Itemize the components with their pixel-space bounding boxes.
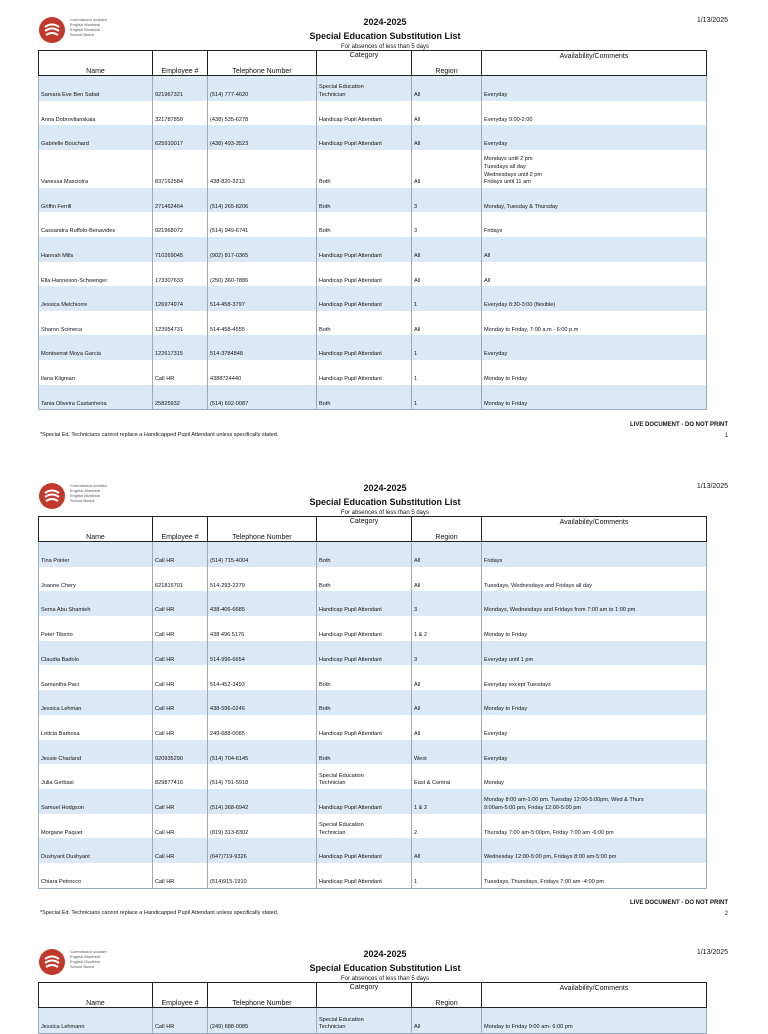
cell-employee-number: Call HR <box>153 863 208 888</box>
table-row <box>39 814 707 839</box>
column-header-category: Category <box>317 517 412 542</box>
substitution-table <box>38 516 707 889</box>
cell-employee-number: 710269045 <box>153 237 208 262</box>
cell-telephone: (249) 688-0085 <box>208 1008 317 1034</box>
table-row <box>39 567 707 592</box>
cell-employee-number: 173307633 <box>153 262 208 287</box>
cell-employee-number: 921968072 <box>153 212 208 237</box>
cell-telephone: 4388724440 <box>208 360 317 385</box>
cell-employee-number: Call HR <box>153 360 208 385</box>
cell-region: All <box>412 125 482 150</box>
cell-name: Griffin Ferrill <box>39 188 153 213</box>
live-document-notice: LIVE DOCUMENT - DO NOT PRINT <box>630 422 728 429</box>
cell-region: 1 & 2 <box>412 789 482 814</box>
cell-telephone: 514-452-3493 <box>208 665 317 690</box>
table-row <box>39 740 707 765</box>
cell-name: Samuel Hodgson <box>39 789 153 814</box>
cell-telephone: 514-458-4555 <box>208 311 317 336</box>
cell-category: Both <box>317 188 412 213</box>
page-number: 2 <box>724 910 728 917</box>
table-row <box>39 838 707 863</box>
cell-name: Chiara Petrocco <box>39 863 153 888</box>
cell-name: Dushyant Dushyant <box>39 838 153 863</box>
report-title: Special Education Substitution List <box>309 31 461 41</box>
cell-category: Handicap Pupil Attendant <box>317 101 412 126</box>
cell-region: East & Central <box>412 764 482 789</box>
column-header-availability: Availability/Comments <box>482 517 707 542</box>
footnote: *Special Ed. Technicians cannot replace a Handicapped Pupil Attendant unless specifically stated. <box>40 432 279 439</box>
column-header-region: Region <box>412 517 482 542</box>
column-header-phone: Telephone Number <box>208 51 317 76</box>
cell-category: Handicap Pupil Attendant <box>317 125 412 150</box>
logo-text: Commission scolaire English-Montréal English Montreal School Board <box>70 17 107 37</box>
table-row <box>39 237 707 262</box>
table-row <box>39 360 707 385</box>
table-row <box>39 863 707 888</box>
cell-category: Handicap Pupil Attendant <box>317 838 412 863</box>
table-row <box>39 311 707 336</box>
cell-telephone: 438-406-6685 <box>208 591 317 616</box>
cell-name: Ella Hanneson-Schwenger <box>39 262 153 287</box>
cell-availability: Mondays, Wednesdays and Fridays from 7:00 am to 1:00 pm <box>482 591 707 616</box>
cell-availability: All <box>482 262 707 287</box>
cell-availability: Fridays <box>482 542 707 567</box>
cell-availability: Monday <box>482 764 707 789</box>
cell-name: Tania Oliveira Castanheira <box>39 385 153 410</box>
table-row <box>39 262 707 287</box>
cell-name: Samantha Paci <box>39 665 153 690</box>
cell-category: Handicap Pupil Attendant <box>317 715 412 740</box>
cell-telephone: (647)719-9326 <box>208 838 317 863</box>
cell-availability: Monday 8:00 am-1:00 pm. Tuesday 12:00-5:00pm, Wed & Thurs 9:00am-5:00 pm, Friday 12:00-5:00 pm <box>482 789 707 814</box>
cell-telephone: 438-820-3212 <box>208 150 317 188</box>
report-title: Special Education Substitution List <box>309 497 461 507</box>
cell-region: 1 <box>412 335 482 360</box>
cell-availability: Everyday <box>482 125 707 150</box>
column-header-region: Region <box>412 51 482 76</box>
cell-category: Special Education Technician <box>317 764 412 789</box>
cell-category: Handicap Pupil Attendant <box>317 360 412 385</box>
cell-employee-number: 921967321 <box>153 76 208 101</box>
report-date: 1/13/2025 <box>696 949 728 956</box>
cell-employee-number: Call HR <box>153 690 208 715</box>
column-header-category: Category <box>317 51 412 76</box>
cell-region: 3 <box>412 641 482 666</box>
cell-category: Handicap Pupil Attendant <box>317 641 412 666</box>
report-subtitle: For absences of less than 5 days <box>340 510 430 516</box>
cell-availability: Everyday except Tuesdays <box>482 665 707 690</box>
report-date: 1/13/2025 <box>696 17 728 24</box>
cell-category: Both <box>317 212 412 237</box>
table-row <box>39 335 707 360</box>
cell-name: Gabrielle Bouchard <box>39 125 153 150</box>
cell-employee-number: Call HR <box>153 641 208 666</box>
table-row <box>39 591 707 616</box>
cell-category: Handicap Pupil Attendant <box>317 335 412 360</box>
cell-availability: Monday to Friday, 7:00 a.m - 6:00 p.m <box>482 311 707 336</box>
cell-employee-number: 271462464 <box>153 188 208 213</box>
cell-telephone: (514)915-1910 <box>208 863 317 888</box>
cell-availability: Thursday 7:00 am-5:00pm, Friday 7:00 am -6:00 pm <box>482 814 707 839</box>
cell-region: All <box>412 101 482 126</box>
cell-employee-number: 122617315 <box>153 335 208 360</box>
cell-telephone: 514-3784848 <box>208 335 317 360</box>
column-header-phone: Telephone Number <box>208 517 317 542</box>
cell-region: All <box>412 690 482 715</box>
cell-category: Special Education Technician <box>317 814 412 839</box>
cell-region: All <box>412 715 482 740</box>
cell-employee-number: Call HR <box>153 789 208 814</box>
report-title: Special Education Substitution List <box>309 963 461 973</box>
column-header-name: Name <box>39 517 153 542</box>
cell-name: Montserrat Moya Garcia <box>39 335 153 360</box>
column-header-name: Name <box>39 983 153 1008</box>
cell-name: Vanessa Masciotra <box>39 150 153 188</box>
table-row <box>39 764 707 789</box>
cell-category: Handicap Pupil Attendant <box>317 237 412 262</box>
cell-region: All <box>412 262 482 287</box>
cell-availability: Everyday 9:00-2:00 <box>482 101 707 126</box>
table-row <box>39 125 707 150</box>
cell-category: Handicap Pupil Attendant <box>317 262 412 287</box>
cell-region: All <box>412 76 482 101</box>
cell-employee-number: Call HR <box>153 542 208 567</box>
cell-employee-number: 126974974 <box>153 286 208 311</box>
cell-telephone: (438) 535-6278 <box>208 101 317 126</box>
cell-employee-number: Call HR <box>153 838 208 863</box>
logo-text: Commission scolaire English-Montréal English Montreal School Board <box>70 483 107 503</box>
cell-telephone: 514-458-3797 <box>208 286 317 311</box>
cell-name: Cassandra Ruffolo-Benavides <box>39 212 153 237</box>
cell-name: Jessie Charland <box>39 740 153 765</box>
cell-region: All <box>412 311 482 336</box>
cell-telephone: 438-596-0246 <box>208 690 317 715</box>
cell-telephone: (438) 493-3523 <box>208 125 317 150</box>
report-year: 2024-2025 <box>363 483 407 493</box>
cell-name: Ilana Kligman <box>39 360 153 385</box>
cell-region: All <box>412 150 482 188</box>
cell-availability: Monday to Friday <box>482 690 707 715</box>
cell-name: Tina Poirier <box>39 542 153 567</box>
table-row <box>39 1008 707 1034</box>
cell-category: Handicap Pupil Attendant <box>317 789 412 814</box>
cell-name: Peter Tiberio <box>39 616 153 641</box>
column-header-availability: Availability/Comments <box>482 51 707 76</box>
cell-region: 1 & 2 <box>412 616 482 641</box>
column-header-name: Name <box>39 51 153 76</box>
cell-name: Anna Dobrovlianskaia <box>39 101 153 126</box>
cell-name: Julia Gerbasi <box>39 764 153 789</box>
cell-region: All <box>412 1008 482 1034</box>
cell-telephone: (250) 360-7886 <box>208 262 317 287</box>
cell-availability: Monday, Tuesday & Thursday <box>482 188 707 213</box>
table-row <box>39 665 707 690</box>
cell-region: 3 <box>412 212 482 237</box>
cell-employee-number: 123954731 <box>153 311 208 336</box>
cell-region: West <box>412 740 482 765</box>
live-document-notice: LIVE DOCUMENT - DO NOT PRINT <box>630 899 728 906</box>
cell-employee-number: Call HR <box>153 715 208 740</box>
cell-telephone: (514) 715-4004 <box>208 542 317 567</box>
cell-availability: Everyday <box>482 335 707 360</box>
column-header-availability: Availability/Comments <box>482 983 707 1008</box>
cell-telephone: (902) 817-0365 <box>208 237 317 262</box>
cell-region: All <box>412 665 482 690</box>
table-header-row <box>39 517 707 542</box>
cell-category: Handicap Pupil Attendant <box>317 286 412 311</box>
cell-employee-number: 321787850 <box>153 101 208 126</box>
cell-region: 1 <box>412 286 482 311</box>
cell-availability: Everyday 8:30-3:00 (flexible) <box>482 286 707 311</box>
cell-category: Handicap Pupil Attendant <box>317 591 412 616</box>
cell-name: Sema Abu Shamieh <box>39 591 153 616</box>
report-date: 1/13/2025 <box>696 483 728 490</box>
cell-employee-number: Call HR <box>153 616 208 641</box>
cell-name: Samara Eve Ben Sabat <box>39 76 153 101</box>
cell-name: Hannah Mills <box>39 237 153 262</box>
cell-region: 1 <box>412 385 482 410</box>
cell-availability: Tuesdays, Thursdays, Fridays 7:00 am -4:00 pm <box>482 863 707 888</box>
cell-name: Jessica Lehman <box>39 690 153 715</box>
cell-availability: Monday to Friday <box>482 385 707 410</box>
column-header-category: Category <box>317 983 412 1008</box>
cell-telephone: (514) 265-8206 <box>208 188 317 213</box>
cell-category: Both <box>317 542 412 567</box>
cell-category: Special Education Technician <box>317 1008 412 1034</box>
table-row <box>39 76 707 101</box>
cell-employee-number: 621815701 <box>153 567 208 592</box>
cell-availability: Everyday <box>482 715 707 740</box>
cell-category: Both <box>317 740 412 765</box>
cell-availability: Monday to Friday 9:00 am- 6:00 pm <box>482 1008 707 1034</box>
cell-telephone: (514) 692-0087 <box>208 385 317 410</box>
cell-telephone: 514-996-6654 <box>208 641 317 666</box>
cell-name: Leticia Barbosa <box>39 715 153 740</box>
cell-category: Both <box>317 150 412 188</box>
cell-name: Sharon Scimeca <box>39 311 153 336</box>
cell-employee-number: 920935290 <box>153 740 208 765</box>
footnote: *Special Ed. Technicians cannot replace a Handicapped Pupil Attendant unless specifically stated. <box>40 909 279 916</box>
cell-availability: Everyday until 1 pm <box>482 641 707 666</box>
table-header-row <box>39 983 707 1008</box>
report-year: 2024-2025 <box>363 17 407 27</box>
cell-category: Handicap Pupil Attendant <box>317 616 412 641</box>
cell-category: Special Education Technician <box>317 76 412 101</box>
logo-text: Commission scolaire English-Montréal English Montreal School Board <box>70 949 107 969</box>
table-row <box>39 690 707 715</box>
cell-availability: All <box>482 237 707 262</box>
cell-employee-number: 837162584 <box>153 150 208 188</box>
column-header-employee: Employee # <box>153 983 208 1008</box>
cell-name: Morgane Paquet <box>39 814 153 839</box>
cell-availability: Mondays until 2 pm Tuesdays all day Wednesdays until 2 pm Fridays until 11 am <box>482 150 707 188</box>
cell-telephone: 514-293-2279 <box>208 567 317 592</box>
substitution-table <box>38 50 707 410</box>
cell-telephone: (514) 704-6145 <box>208 740 317 765</box>
table-row <box>39 715 707 740</box>
cell-availability: Monday to Friday <box>482 616 707 641</box>
cell-region: All <box>412 838 482 863</box>
cell-category: Both <box>317 311 412 336</box>
cell-availability: Everyday <box>482 76 707 101</box>
cell-region: 1 <box>412 863 482 888</box>
cell-telephone: (514) 949-6741 <box>208 212 317 237</box>
cell-name: Jessica Melchiorre <box>39 286 153 311</box>
table-header-row <box>39 51 707 76</box>
column-header-employee: Employee # <box>153 51 208 76</box>
table-row <box>39 542 707 567</box>
cell-region: All <box>412 237 482 262</box>
cell-category: Both <box>317 690 412 715</box>
cell-telephone: 249-688-0085 <box>208 715 317 740</box>
column-header-region: Region <box>412 983 482 1008</box>
column-header-phone: Telephone Number <box>208 983 317 1008</box>
cell-region: 3 <box>412 591 482 616</box>
cell-region: All <box>412 542 482 567</box>
cell-category: Handicap Pupil Attendant <box>317 863 412 888</box>
cell-name: Jessica Lehmann <box>39 1008 153 1034</box>
cell-availability: Monday to Friday <box>482 360 707 385</box>
cell-employee-number: 25825932 <box>153 385 208 410</box>
table-row <box>39 385 707 410</box>
table-row <box>39 616 707 641</box>
cell-region: 3 <box>412 188 482 213</box>
report-subtitle: For absences of less than 5 days <box>340 44 430 50</box>
cell-availability: Tuesdays, Wednesdays and Fridays all day <box>482 567 707 592</box>
table-row <box>39 101 707 126</box>
cell-employee-number: Call HR <box>153 591 208 616</box>
column-header-employee: Employee # <box>153 517 208 542</box>
cell-availability: Everyday <box>482 740 707 765</box>
cell-category: Both <box>317 567 412 592</box>
table-row <box>39 188 707 213</box>
report-subtitle: For absences of less than 5 days <box>340 976 430 982</box>
cell-employee-number: Call HR <box>153 814 208 839</box>
cell-telephone: 438 496 5176 <box>208 616 317 641</box>
cell-telephone: (514) 777-4620 <box>208 76 317 101</box>
cell-telephone: (514) 791-5918 <box>208 764 317 789</box>
cell-availability: Fridays <box>482 212 707 237</box>
cell-name: Claudia Badolo <box>39 641 153 666</box>
cell-region: 1 <box>412 360 482 385</box>
report-year: 2024-2025 <box>363 949 407 959</box>
table-row <box>39 641 707 666</box>
table-row <box>39 286 707 311</box>
cell-employee-number: 829877416 <box>153 764 208 789</box>
substitution-table <box>38 982 707 1034</box>
cell-region: All <box>412 567 482 592</box>
cell-employee-number: 625910017 <box>153 125 208 150</box>
cell-employee-number: Call HR <box>153 665 208 690</box>
cell-telephone: (819) 313-8302 <box>208 814 317 839</box>
cell-employee-number: Call HR <box>153 1008 208 1034</box>
cell-availability: Wednesday 12:00-5:00 pm, Fridays 8:00 am-5:00 pm <box>482 838 707 863</box>
cell-name: Joanne Chery <box>39 567 153 592</box>
table-row <box>39 789 707 814</box>
table-row <box>39 212 707 237</box>
cell-category: Both <box>317 665 412 690</box>
table-row <box>39 150 707 188</box>
cell-telephone: (514) 368-6942 <box>208 789 317 814</box>
page-number: 1 <box>724 433 728 440</box>
cell-region: 2 <box>412 814 482 839</box>
cell-category: Both <box>317 385 412 410</box>
